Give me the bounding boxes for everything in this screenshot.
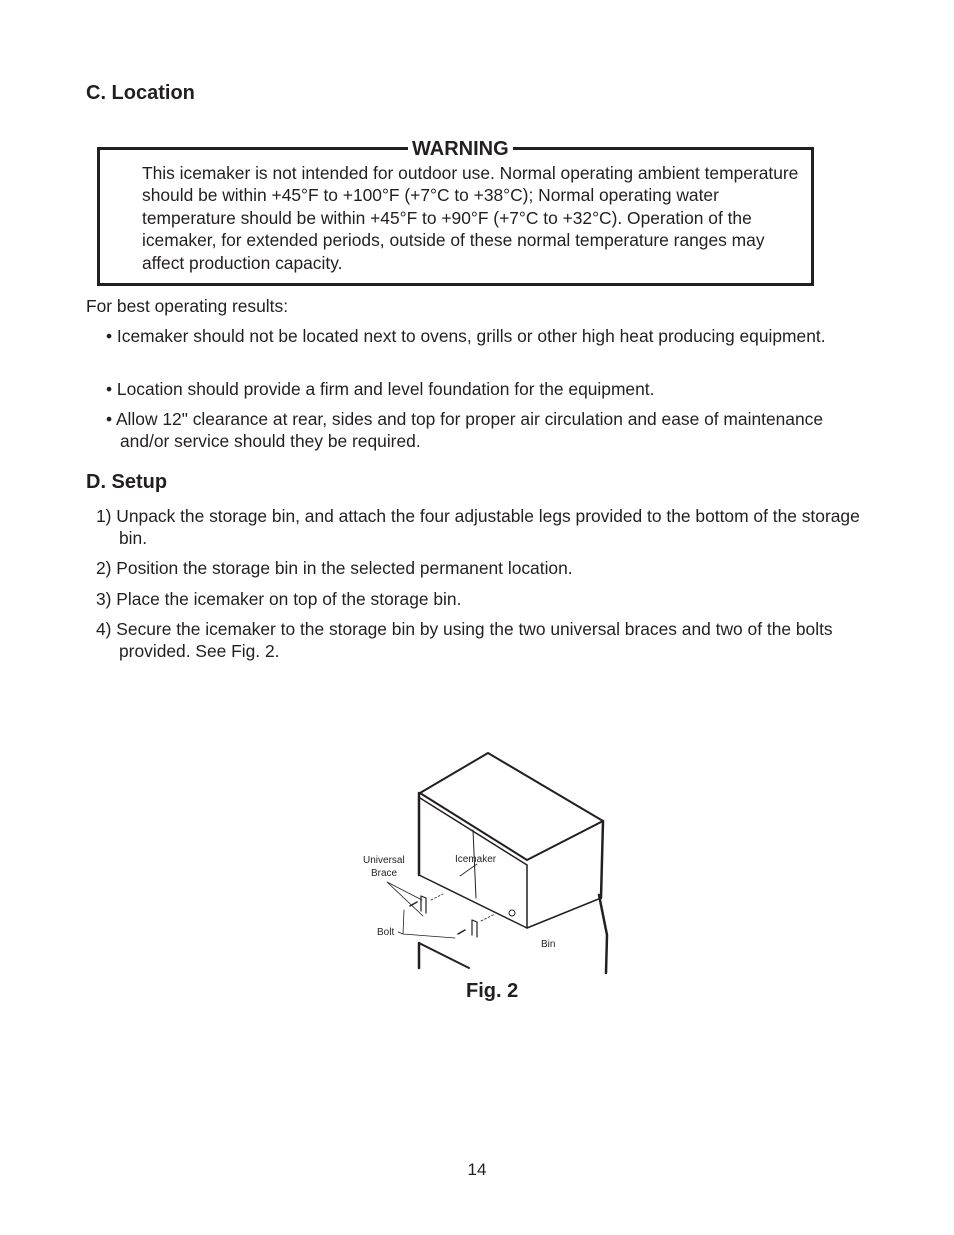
setup-step: 1) Unpack the storage bin, and attach the four adjustable legs provided to the bottom of the storage bin. (96, 506, 860, 549)
figure-caption: Fig. 2 (466, 980, 519, 1002)
label-universal: Universal (363, 855, 405, 866)
warning-text: This icemaker is not intended for outdoor use. Normal operating ambient temperature should be within +45°F to +100°F (+7°C to +38°C); Normal operating water temperature should be within +45°F to +90°F (+7°C to +32°C). Operation of the icemaker, for extended periods, outside of these normal temperature ranges may affect production capacity. (142, 163, 799, 273)
brace-right (472, 920, 477, 937)
leader-bolt (398, 910, 455, 938)
bolt-right (458, 930, 465, 934)
bin-right-wall (599, 895, 607, 973)
setup-step: 4) Secure the icemaker to the storage bin by using the two universal braces and two of the bolts provided. See Fig. 2. (96, 619, 833, 662)
icemaker-bottom-side (527, 898, 601, 928)
setup-step: 2) Position the storage bin in the selected permanent location. (96, 558, 573, 578)
label-bolt: Bolt (377, 927, 395, 938)
leader-universal-brace (387, 882, 423, 916)
warning-box (97, 138, 814, 286)
bin-lip (419, 943, 469, 968)
label-bin: Bin (541, 939, 556, 950)
section-heading-location: C. Location (86, 82, 195, 104)
screw-head (509, 910, 515, 916)
section-heading-setup: D. Setup (86, 471, 168, 493)
bullet-item: • Allow 12" clearance at rear, sides and top for proper air circulation and ease of maintenance and/or service should they be required. (106, 409, 823, 452)
bullet-item: • Icemaker should not be located next to ovens, grills or other high heat producing equipment. (106, 326, 826, 346)
bullet-item: • Location should provide a firm and level foundation for the equipment. (106, 379, 655, 399)
icemaker-top-outline (420, 753, 603, 860)
intro-text: For best operating results: (86, 296, 289, 316)
page-number: 14 (467, 1160, 487, 1179)
warning-title: WARNING (408, 137, 513, 161)
icemaker-right-edge (601, 821, 603, 898)
setup-step: 3) Place the icemaker on top of the storage bin. (96, 589, 462, 609)
label-icemaker: Icemaker (455, 854, 497, 865)
icemaker-installation-diagram (355, 748, 625, 980)
brace-left (421, 896, 426, 913)
label-brace: Brace (371, 868, 398, 879)
bolt-left (410, 902, 417, 906)
